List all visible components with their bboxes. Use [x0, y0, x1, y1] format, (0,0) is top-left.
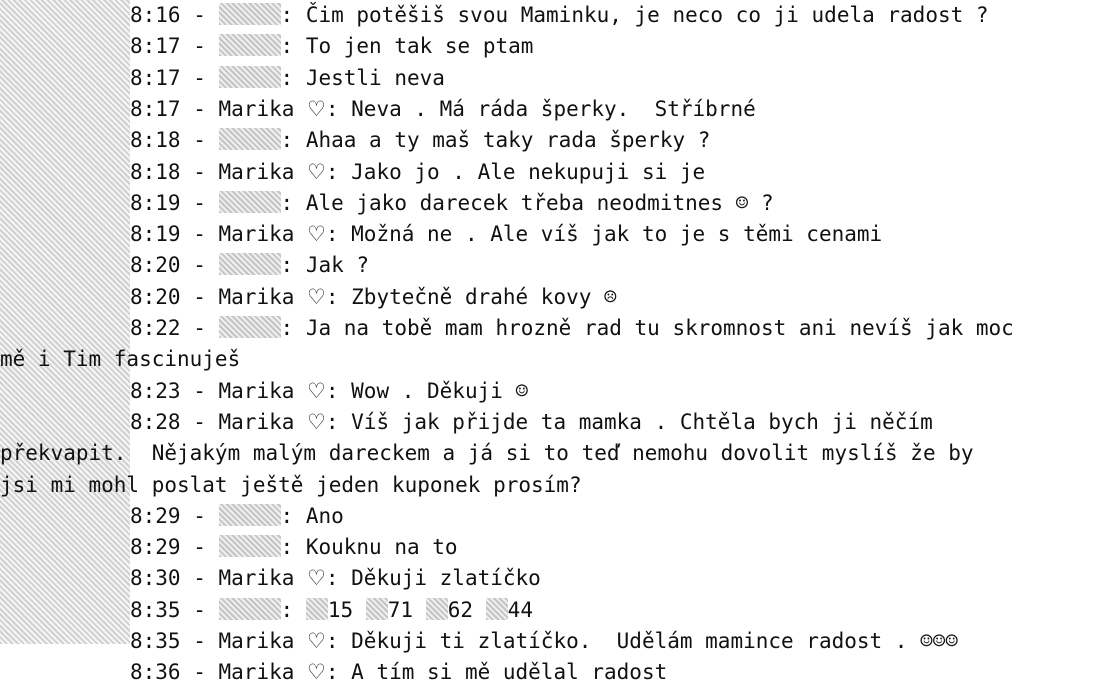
- message-body: To jen tak se ptam: [305, 34, 534, 59]
- redacted-sender: [219, 191, 281, 213]
- sender-name: Marika: [218, 222, 295, 247]
- message-body: Zbytečně drahé kovy ☹: [351, 284, 617, 309]
- message-text: 8:29 - : Ano: [130, 503, 344, 528]
- message-body: Neva . Má ráda šperky. Stříbrné: [351, 96, 756, 121]
- sender-name: Marika: [218, 378, 295, 403]
- sender-name: Marika: [218, 660, 295, 685]
- redacted-sender: [219, 535, 281, 557]
- message-continuation: překvapit. Nějakým malým dareckem a já si to teď nemohu dovolit myslíš že by: [0, 441, 974, 466]
- message-text: 8:16 - : Čim potěšiš svou Maminku, je neco co ji udela radost ?: [130, 3, 989, 27]
- message-body: Možná ne . Ale víš jak to je s těmi cenami: [351, 222, 883, 247]
- message-time: 8:17: [130, 65, 181, 90]
- message-time: 8:18: [130, 128, 181, 153]
- sender-name: Marika: [218, 629, 295, 653]
- redacted-sender: [219, 504, 281, 526]
- heart-icon: ♡: [307, 222, 326, 247]
- message-text: 8:22 - : Ja na tobě mam hrozně rad tu skromnost ani nevíš jak moc: [130, 316, 1014, 340]
- message-body: Kouknu na to: [305, 535, 458, 560]
- message-time: 8:17: [130, 96, 181, 121]
- message-time: 8:20: [130, 253, 181, 278]
- message-text: 8:19 - Marika ♡: Možná ne . Ale víš jak to je s těmi cenami: [130, 222, 883, 247]
- message-time: 8:36: [130, 660, 181, 685]
- message-text: 8:18 - : Ahaa a ty maš taky rada šperky ?: [130, 128, 711, 153]
- message-text: 8:20 - : Jak ?: [130, 253, 370, 278]
- message-text: 8:35 - : 15 71 62 44: [130, 597, 533, 622]
- message-time: 8:22: [130, 316, 181, 340]
- message-time: 8:28: [130, 409, 181, 434]
- message-text: 8:36 - Marika ♡: A tím si mě udělal radost: [130, 660, 668, 685]
- redacted-sender: [219, 598, 281, 620]
- message-time: 8:19: [130, 190, 181, 215]
- redacted-sender: [219, 316, 281, 338]
- sender-name: Marika: [218, 284, 295, 309]
- message-text: 8:30 - Marika ♡: Děkuji zlatíčko: [130, 566, 541, 591]
- redacted-code-part: [486, 598, 508, 620]
- message-time: 8:20: [130, 284, 181, 309]
- message-time: 8:19: [130, 222, 181, 247]
- sender-name: Marika: [218, 159, 295, 184]
- redacted-code-part: [306, 598, 328, 620]
- message-body: A tím si mě udělal radost: [351, 660, 668, 685]
- redacted-sender: [219, 34, 281, 56]
- redacted-sender: [219, 3, 281, 25]
- message-body: Wow . Děkuji ☺: [351, 378, 529, 403]
- message-time: 8:29: [130, 535, 181, 560]
- message-time: 8:35: [130, 629, 181, 653]
- redacted-sender: [219, 253, 281, 275]
- message-text: 8:35 - Marika ♡: Děkuji ti zlatíčko. Udělám mamince radost . ☺☺☺: [130, 629, 959, 653]
- message-time: 8:35: [130, 597, 181, 622]
- message-text: 8:17 - : Jestli neva: [130, 65, 445, 90]
- message-body: Ano: [305, 503, 344, 528]
- message-time: 8:17: [130, 34, 181, 59]
- heart-icon: ♡: [307, 566, 326, 591]
- heart-icon: ♡: [307, 660, 326, 685]
- message-text: 8:29 - : Kouknu na to: [130, 535, 458, 560]
- heart-icon: ♡: [307, 409, 326, 434]
- message-text: 8:20 - Marika ♡: Zbytečně drahé kovy ☹: [130, 284, 617, 309]
- message-continuation: jsi mi mohl poslat ještě jeden kuponek prosím?: [0, 472, 582, 497]
- sender-name: Marika: [218, 409, 295, 434]
- code-fragment: 15: [327, 597, 354, 622]
- message-text: 8:18 - Marika ♡: Jako jo . Ale nekupuji si je: [130, 159, 706, 184]
- redacted-code-part: [426, 598, 448, 620]
- message-text: 8:28 - Marika ♡: Víš jak přijde ta mamka . Chtěla bych ji něčím: [130, 409, 933, 434]
- message-body: Ahaa a ty maš taky rada šperky ?: [305, 128, 711, 153]
- message-body: Ale jako darecek třeba neodmitnes ☺ ?: [305, 190, 774, 215]
- sender-name: Marika: [218, 96, 295, 121]
- message-body: Děkuji zlatíčko: [351, 566, 541, 591]
- sender-name: Marika: [218, 566, 295, 591]
- message-body: Děkuji ti zlatíčko. Udělám mamince radost . ☺☺☺: [351, 629, 959, 653]
- message-continuation: mě i Tim fascinuješ: [0, 347, 241, 372]
- heart-icon: ♡: [307, 159, 326, 184]
- code-fragment: 62: [447, 597, 474, 622]
- message-body: Jak ?: [305, 253, 370, 278]
- message-text: 8:17 - : To jen tak se ptam: [130, 34, 534, 59]
- message-body: Víš jak přijde ta mamka . Chtěla bych ji něčím: [351, 409, 933, 434]
- heart-icon: ♡: [307, 629, 326, 653]
- message-time: 8:29: [130, 503, 181, 528]
- message-text: 8:19 - : Ale jako darecek třeba neodmitnes ☺ ?: [130, 190, 774, 215]
- redacted-margin: [0, 0, 130, 644]
- message-text: 8:23 - Marika ♡: Wow . Děkuji ☺: [130, 378, 529, 403]
- message-time: 8:23: [130, 378, 181, 403]
- redacted-code-part: [366, 598, 388, 620]
- message-body: Čim potěšiš svou Maminku, je neco co ji udela radost ?: [305, 3, 989, 27]
- message-time: 8:18: [130, 159, 181, 184]
- code-fragment: 71: [387, 597, 414, 622]
- heart-icon: ♡: [307, 96, 326, 121]
- heart-icon: ♡: [307, 378, 326, 403]
- redacted-sender: [219, 128, 281, 150]
- message-time: 8:16: [130, 3, 181, 27]
- message-time: 8:30: [130, 566, 181, 591]
- heart-icon: ♡: [307, 284, 326, 309]
- code-fragment: 44: [507, 597, 533, 622]
- redacted-sender: [219, 66, 281, 88]
- message-body: Jestli neva: [305, 65, 445, 90]
- message-body: Ja na tobě mam hrozně rad tu skromnost ani nevíš jak moc: [305, 316, 1014, 340]
- message-text: 8:17 - Marika ♡: Neva . Má ráda šperky. Stříbrné: [130, 96, 756, 121]
- message-body: Jako jo . Ale nekupuji si je: [351, 159, 706, 184]
